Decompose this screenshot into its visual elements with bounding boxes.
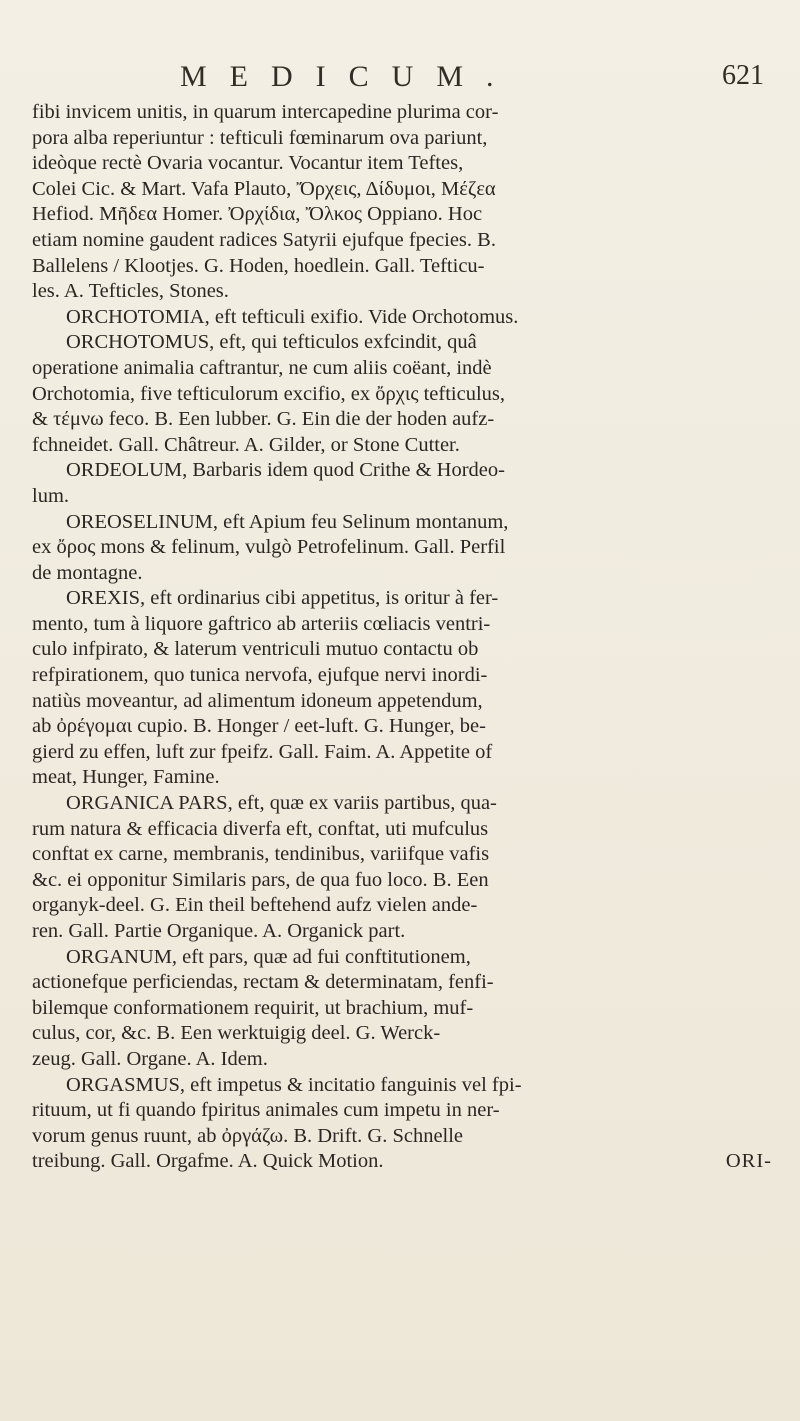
page-header <box>0 58 800 98</box>
text-line: Colei Cic. & Mart. Vafa Plauto, Ὄρχεις, Δίδυμοι, Μέζεα <box>32 177 496 200</box>
text-line: refpirationem, quo tunica nervofa, ejufque nervi inordi- <box>32 664 488 687</box>
text-line: meat, Hunger, Famine. <box>32 766 220 789</box>
text-line: treibung. Gall. Orgafme. A. Quick Motion. <box>32 1150 384 1173</box>
entry-orchotomus: ORCHOTOMUS, eft, qui tefticulos exfcindit, quâ <box>66 331 477 354</box>
entry-oreoselinum: OREOSELINUM, eft Apium feu Selinum montanum, <box>66 510 509 533</box>
text-line: fibi invicem unitis, in quarum intercapedine plurima cor- <box>32 101 499 123</box>
running-head: MEDICUM. <box>180 60 517 93</box>
catchword: ORI- <box>725 1150 772 1173</box>
text-line: ren. Gall. Partie Organique. A. Organick part. <box>32 920 406 942</box>
text-line: &c. ei opponitur Similaris pars, de qua fuo loco. B. Een <box>32 868 489 891</box>
text-line: zeug. Gall. Organe. A. Idem. <box>32 1047 268 1070</box>
text-line: conftat ex carne, membranis, tendinibus, variifque vafis <box>32 843 490 866</box>
text-line: actionefque perficiendas, rectam & determinatam, fenfi- <box>32 971 494 994</box>
entry-orexis: OREXIS, eft ordinarius cibi appetitus, is oritur à fer- <box>66 587 499 610</box>
text-line: ex ὄρος mons & felinum, vulgò Petrofelinum. Gall. Perfil <box>32 536 506 559</box>
text-line: bilemque conformationem requirit, ut brachium, muf- <box>32 996 474 1019</box>
text-line: culo infpirato, & laterum ventriculi mutuo contactu ob <box>32 638 479 661</box>
text-line: etiam nomine gaudent radices Satyrii ejufque fpecies. B. <box>32 228 496 251</box>
text-line: ab ὀρέγομαι cupio. B. Honger / eet-luft. G. Hunger, be- <box>32 715 486 738</box>
text-line: culus, cor, &c. B. Een werktuigig deel. G. Werck- <box>32 1022 441 1045</box>
entry-organica-pars: ORGANICA PARS, eft, quæ ex variis partibus, qua- <box>66 792 497 815</box>
text-line: fchneidet. Gall. Châtreur. A. Gilder, or Stone Cutter. <box>32 433 460 456</box>
text-line: vorum genus ruunt, ab ὀργάζω. B. Drift. G. Schnelle <box>32 1124 464 1147</box>
text-line: de montagne. <box>32 561 143 584</box>
text-line: pora alba reperiuntur : tefticuli fœminarum ova pariunt, <box>32 126 488 149</box>
text-line: organyk-deel. G. Ein theil beftehend aufz vielen ande- <box>32 894 478 917</box>
text-line: lum. <box>32 484 70 507</box>
text-line: natiùs moveantur, ad alimentum idoneum appetendum, <box>32 689 483 712</box>
text-line: gierd zu effen, luft zur fpeifz. Gall. Faim. A. Appetite of <box>32 740 493 763</box>
text-line: Ballelens / Klootjes. G. Hoden, hoedlein. Gall. Tefticu- <box>32 254 485 277</box>
entry-ordeolum: ORDEOLUM, Barbaris idem quod Crithe & Hordeo- <box>66 459 505 482</box>
entry-orgasmus: ORGASMUS, eft impetus & incitatio fanguinis vel fpi- <box>66 1073 522 1096</box>
text-line: ideòque rectè Ovaria vocantur. Vocantur item Teftes, <box>32 152 464 175</box>
text-line: rum natura & efficacia diverfa eft, conftat, uti mufculus <box>32 817 489 840</box>
text-line: les. A. Tefticles, Stones. <box>32 280 229 303</box>
entry-orchotomia: ORCHOTOMIA, eft tefticuli exifio. Vide Orchotomus. <box>66 305 519 328</box>
text-line: Orchotomia, five tefticulorum excifio, ex ὄρχις tefticulus, <box>32 382 506 405</box>
entry-organum: ORGANUM, eft pars, quæ ad fui conftitutionem, <box>66 945 471 968</box>
text-line: & τέμνω feco. B. Een lubber. G. Ein die der hoden aufz- <box>32 408 495 431</box>
text-line: rituum, ut fi quando fpiritus animales cum impetu in ner- <box>32 1099 500 1122</box>
page-number: 621 <box>722 60 764 91</box>
text-line: Hefiod. Μῆδεα Homer. Ὀρχίδια, Ὄλκος Oppiano. Hoc <box>32 203 483 226</box>
text-line: operatione animalia caftrantur, ne cum aliis coëant, indè <box>32 356 492 379</box>
last-line <box>32 1149 772 1175</box>
text-line: mento, tum à liquore gaftrico ab arteriis cœliacis ventri- <box>32 612 491 635</box>
dictionary-text <box>32 100 772 1175</box>
